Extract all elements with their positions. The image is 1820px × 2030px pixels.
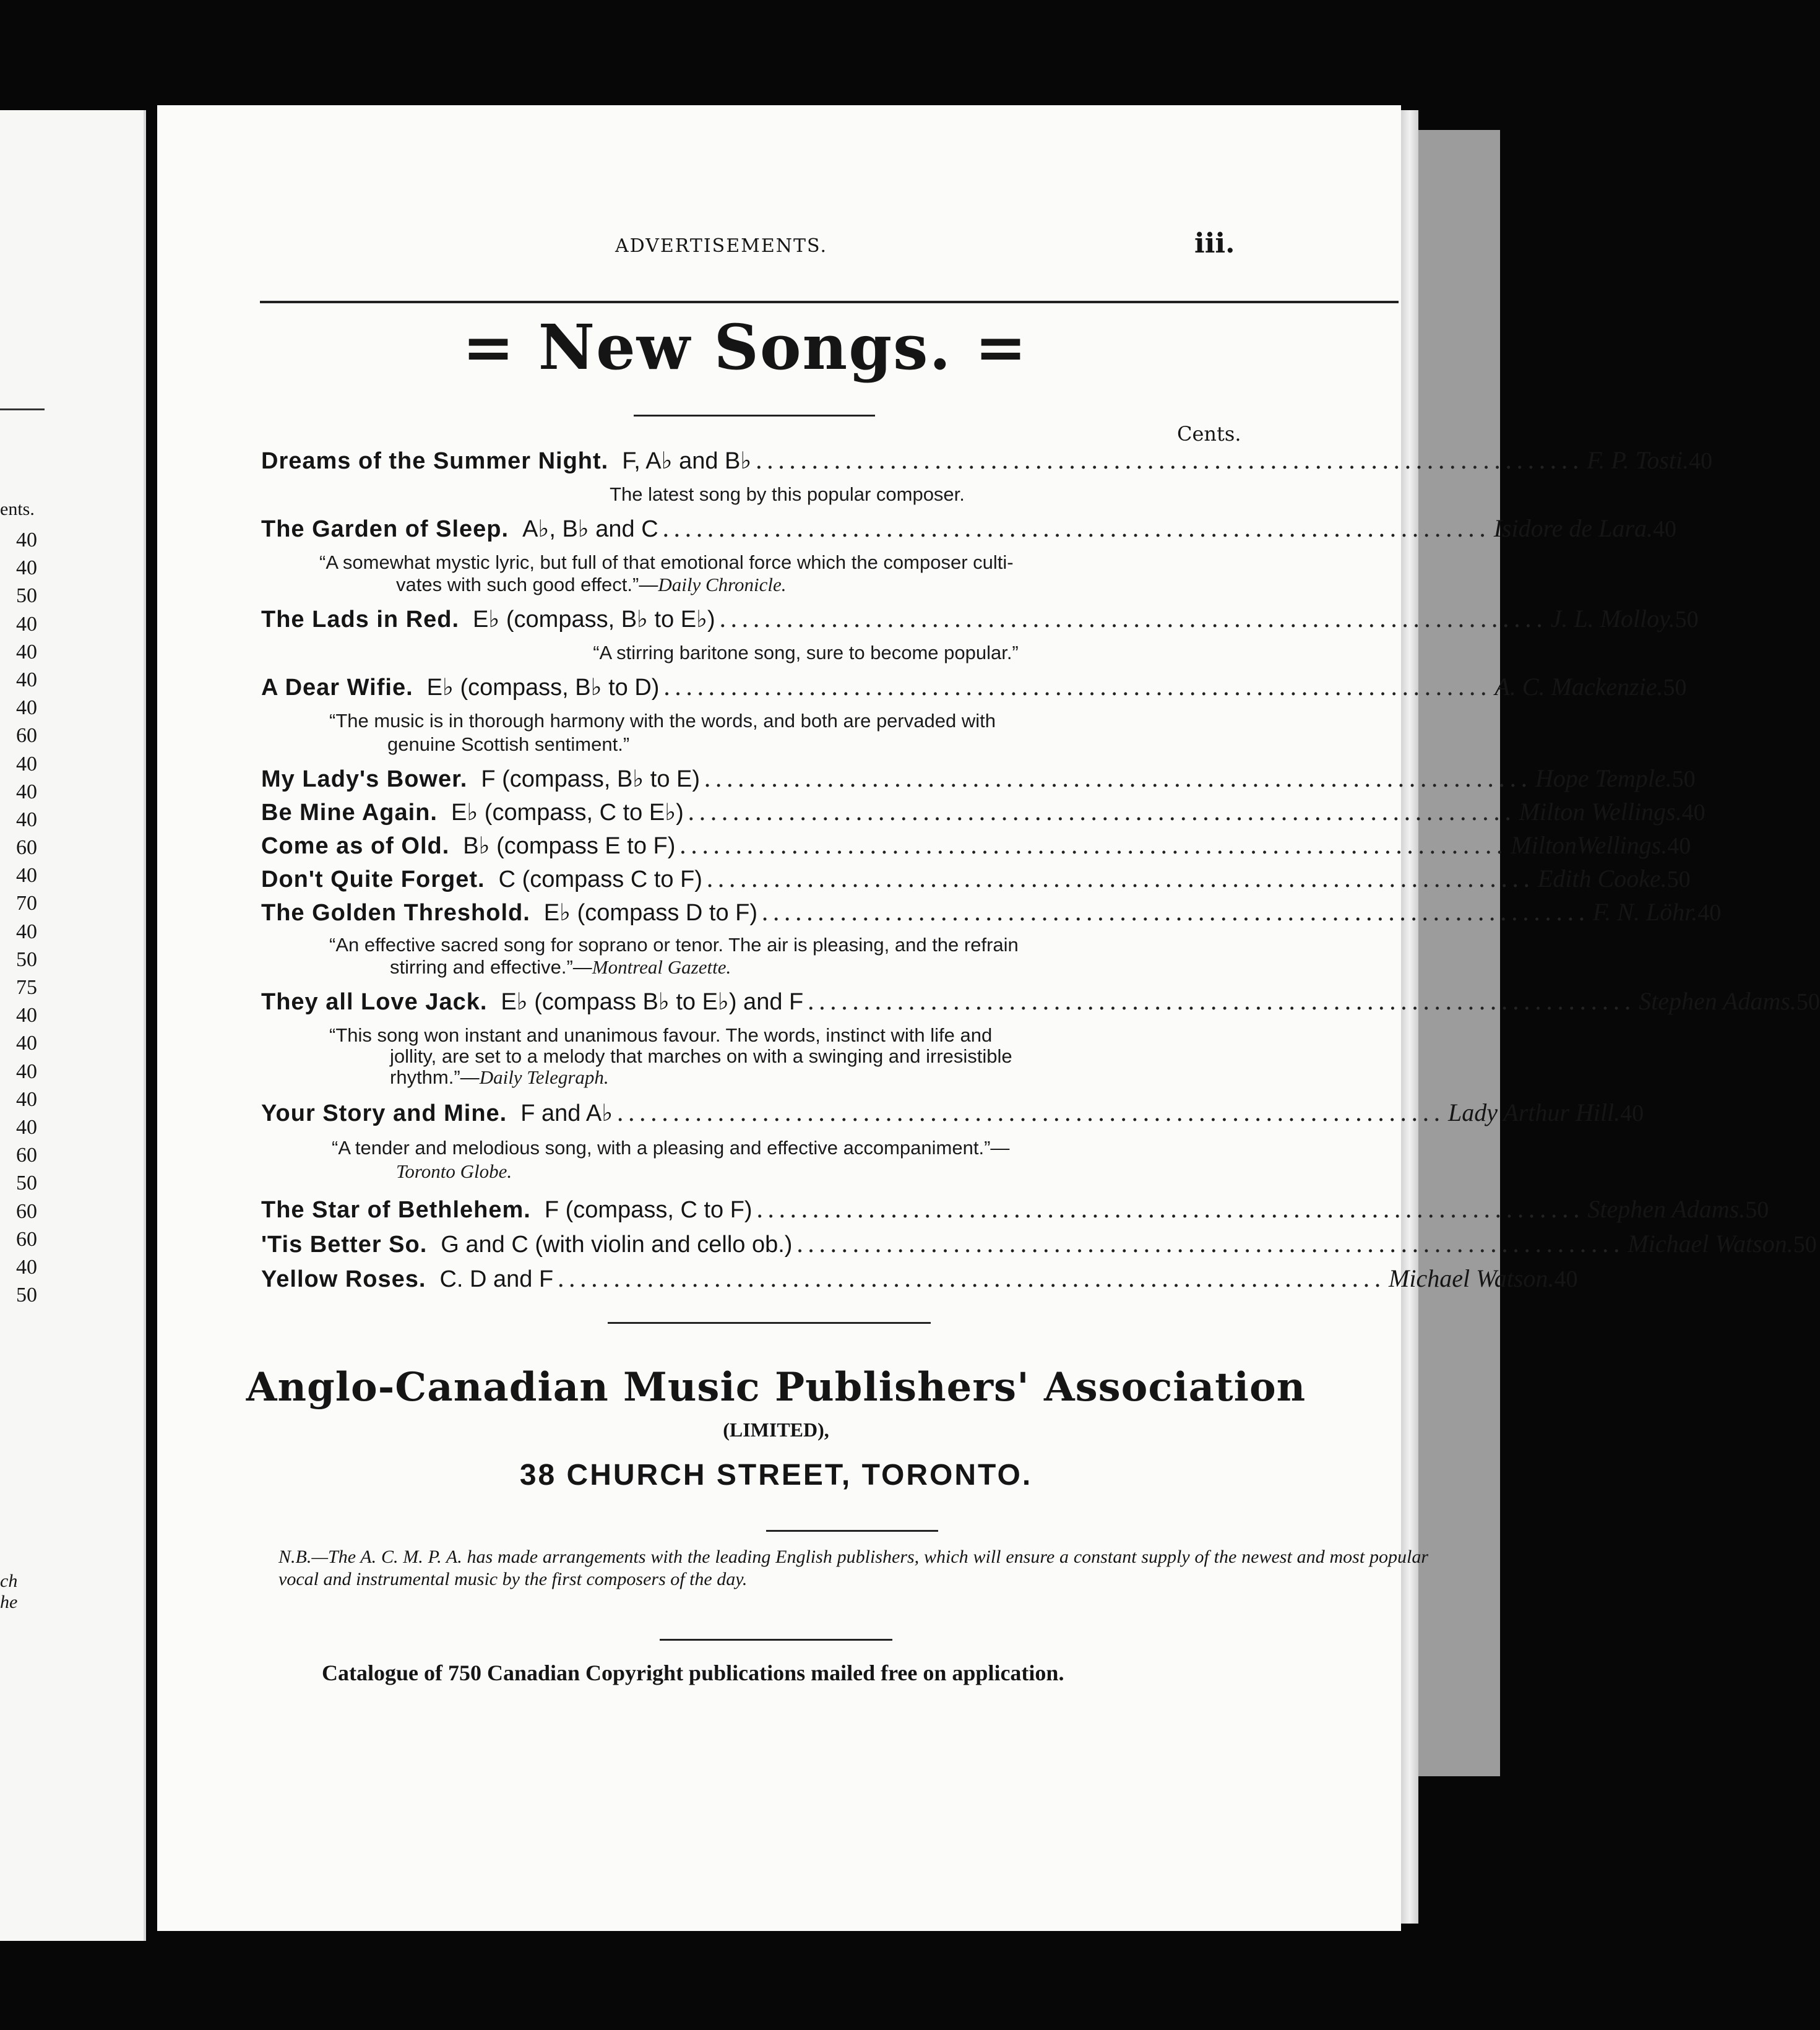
song-keys: C. D and F	[439, 1266, 554, 1292]
left-page-price: 40	[16, 920, 37, 943]
song-composer: A. C. Mackenzie.	[1494, 673, 1663, 701]
song-note-text: stirring and effective.”—	[390, 956, 592, 978]
dot-leader: ..........................................................................	[755, 447, 1584, 474]
publisher-limited: (LIMITED),	[723, 1419, 829, 1441]
dot-leader: ..........................................................................	[704, 765, 1532, 792]
song-keys: E♭ (compass, B♭ to E♭)	[473, 607, 715, 633]
song-price: 40	[1554, 1266, 1578, 1292]
song-composer: Stephen Adams.	[1587, 1195, 1746, 1223]
song-price: 40	[1689, 448, 1713, 474]
left-page-fragment: he	[0, 1592, 18, 1612]
song-keys: E♭ (compass, C to E♭)	[451, 800, 684, 826]
song-note: “A somewhat mystic lyric, but full of that emotional force which the composer culti-	[319, 551, 1014, 573]
song-price: 50	[1793, 1232, 1817, 1258]
song-title: Your Story and Mine.	[261, 1100, 507, 1126]
left-page-price: 40	[16, 1087, 37, 1111]
song-entry	[261, 514, 1676, 543]
song-note	[390, 1066, 609, 1089]
song-keys: C (compass C to F)	[498, 866, 702, 892]
left-page-price: 60	[16, 836, 37, 860]
song-note	[396, 573, 787, 597]
dot-leader: ..........................................................................	[687, 798, 1516, 826]
dot-leader: ..........................................................................	[663, 673, 1491, 701]
song-title: A Dear Wifie.	[261, 675, 413, 701]
section-divider	[660, 1639, 892, 1641]
song-entry	[261, 831, 1691, 860]
left-page-price: 60	[16, 1144, 37, 1167]
song-entry	[261, 764, 1696, 793]
song-keys: F (compass, B♭ to E)	[481, 766, 701, 792]
header-rule	[260, 301, 1399, 303]
dot-leader: ..........................................................................	[679, 832, 1507, 859]
song-title: The Lads in Red.	[261, 607, 460, 633]
dot-leader: ..........................................................................	[705, 865, 1534, 892]
left-page-price: 40	[16, 668, 37, 691]
left-page-price: 40	[16, 1255, 37, 1279]
song-note	[390, 956, 731, 979]
song-keys: G and C (with violin and cello ob.)	[441, 1232, 793, 1258]
song-note: “A tender and melodious song, with a pleasing and effective accompaniment.”—	[332, 1137, 1010, 1159]
dot-leader: ..........................................................................	[718, 605, 1547, 633]
left-page-column-header: ents.	[0, 499, 35, 519]
running-header: ADVERTISEMENTS.	[615, 235, 828, 257]
dot-leader: ..........................................................................	[756, 1196, 1584, 1223]
song-entry	[261, 446, 1713, 475]
left-page-price: 40	[16, 556, 37, 580]
song-price: 40	[1652, 516, 1676, 542]
left-page-price: 50	[16, 584, 37, 608]
song-title: Don't Quite Forget.	[261, 866, 485, 892]
song-keys: E♭ (compass, B♭ to D)	[426, 675, 660, 701]
song-price: 40	[1681, 800, 1706, 826]
dot-leader: ..........................................................................	[616, 1099, 1444, 1126]
section-divider	[608, 1322, 931, 1324]
left-page-price: 75	[16, 976, 37, 999]
dot-leader: ..........................................................................	[796, 1230, 1624, 1258]
left-page-price: 50	[16, 1284, 37, 1307]
song-note: “This song won instant and unanimous favour. The words, instinct with life and	[329, 1024, 993, 1046]
dot-leader: ..........................................................................	[662, 515, 1490, 542]
song-composer: F. N. Löhr.	[1592, 898, 1698, 926]
song-title: 'Tis Better So.	[261, 1232, 428, 1258]
section-divider	[766, 1530, 938, 1532]
left-page-price: 40	[16, 1060, 37, 1083]
song-entry	[261, 604, 1699, 633]
song-note: genuine Scottish sentiment.”	[387, 733, 630, 755]
song-composer: Isidore de Lara.	[1493, 514, 1653, 542]
song-title: Be Mine Again.	[261, 800, 438, 826]
song-composer: Milton Wellings.	[1519, 798, 1682, 826]
song-keys: E♭ (compass B♭ to E♭) and F	[501, 989, 804, 1015]
song-composer: MiltonWellings.	[1511, 831, 1668, 859]
left-page-price: 40	[16, 529, 37, 551]
song-entry	[261, 897, 1722, 926]
left-page-price: 50	[16, 948, 37, 971]
left-page-price: 40	[16, 1004, 37, 1027]
song-price: 50	[1663, 675, 1687, 701]
song-note	[396, 1160, 512, 1183]
left-page-price: 40	[16, 1032, 37, 1055]
song-note-text: rhythm.”—	[390, 1066, 480, 1088]
left-page-price: 50	[16, 1172, 37, 1195]
song-title: They all Love Jack.	[261, 989, 488, 1015]
song-title: Come as of Old.	[261, 833, 450, 859]
song-price: 50	[1796, 989, 1820, 1015]
left-page-price: 40	[16, 808, 37, 831]
song-entry	[261, 1098, 1644, 1127]
song-note-source: Toronto Globe.	[396, 1160, 512, 1182]
song-keys: A♭, B♭ and C	[522, 516, 658, 542]
song-price: 40	[1620, 1100, 1644, 1126]
song-keys: E♭ (compass D to F)	[543, 900, 758, 926]
song-entry	[261, 1264, 1578, 1293]
song-composer: Stephen Adams.	[1639, 987, 1796, 1015]
song-title: Dreams of the Summer Night.	[261, 448, 609, 474]
song-title: The Star of Bethlehem.	[261, 1197, 531, 1223]
song-entry	[261, 797, 1706, 826]
song-note: “A stirring baritone song, sure to become popular.”	[593, 642, 1019, 663]
song-title: The Golden Threshold.	[261, 900, 530, 926]
song-composer: J. L. Molloy.	[1550, 605, 1675, 633]
song-composer: Michael Watson.	[1628, 1230, 1793, 1258]
song-price: 50	[1745, 1197, 1769, 1223]
song-note: “An effective sacred song for soprano or tenor. The air is pleasing, and the refrain	[329, 934, 1019, 956]
song-entry	[261, 864, 1691, 893]
song-keys: B♭ (compass E to F)	[463, 833, 676, 859]
song-note-source: Montreal Gazette.	[592, 956, 731, 978]
left-page-fragment: ch	[0, 1571, 18, 1591]
song-note: jollity, are set to a melody that marches on with a swinging and irresistible	[390, 1045, 1012, 1067]
song-composer: F. P. Tosti.	[1587, 446, 1689, 474]
left-page-price: 40	[16, 780, 37, 803]
song-price: 50	[1671, 766, 1696, 792]
page-number: iii.	[1194, 228, 1235, 259]
dot-leader: ..........................................................................	[807, 988, 1636, 1015]
left-page-price: 40	[16, 1115, 37, 1139]
song-title: The Garden of Sleep.	[261, 516, 509, 542]
left-page-rule	[0, 408, 45, 410]
song-keys: F, A♭ and B♭	[622, 448, 752, 474]
song-title: My Lady's Bower.	[261, 766, 468, 792]
catalogue-notice: Catalogue of 750 Canadian Copyright publications mailed free on application.	[322, 1661, 1064, 1685]
dot-leader: ..........................................................................	[761, 899, 1589, 926]
song-price: 50	[1675, 607, 1699, 633]
left-page-price: 40	[16, 864, 37, 888]
left-page-price: 60	[16, 724, 37, 748]
publisher-name: Anglo-Canadian Music Publishers' Association	[246, 1364, 1306, 1410]
song-title: Yellow Roses.	[261, 1266, 426, 1292]
song-composer: Michael Watson.	[1389, 1264, 1555, 1292]
left-page-price: 40	[16, 612, 37, 636]
left-page-price: 60	[16, 1199, 37, 1223]
song-note-text: vates with such good effect.”—	[396, 574, 658, 595]
song-composer: Edith Cooke.	[1537, 865, 1667, 892]
left-page-price-column	[16, 526, 53, 1309]
song-price: 50	[1667, 866, 1691, 892]
song-entry	[261, 672, 1687, 701]
song-note: “The music is in thorough harmony with the words, and both are pervaded with	[329, 710, 996, 732]
publisher-address: 38 CHURCH STREET, TORONTO.	[519, 1459, 1033, 1492]
song-note: The latest song by this popular composer.	[610, 483, 965, 505]
song-entry	[261, 987, 1820, 1016]
left-page-price: 40	[16, 640, 37, 663]
title-rule	[634, 415, 875, 417]
song-note-source: Daily Telegraph.	[479, 1066, 609, 1088]
advertisement-page	[157, 105, 1820, 1931]
song-entry	[261, 1229, 1817, 1258]
song-price: 40	[1667, 833, 1691, 859]
song-keys: F and A♭	[520, 1100, 613, 1126]
song-composer: Hope Temple.	[1535, 764, 1672, 792]
price-column-header: Cents.	[1177, 422, 1241, 446]
book-cover-edge	[1412, 130, 1500, 1776]
nb-note: N.B.—The A. C. M. P. A. has made arrangements with the leading English publishers, which will ensure a constant supply of the newest and most popular vocal and instrumental music by the first composers of the day.	[278, 1547, 1428, 1589]
left-page-price: 40	[16, 696, 37, 720]
page-title: = New Songs. =	[462, 311, 1028, 384]
left-page-price: 70	[16, 892, 37, 915]
left-page-price: 40	[16, 752, 37, 775]
dot-leader: ..........................................................................	[557, 1265, 1386, 1292]
song-entry	[261, 1194, 1769, 1224]
song-keys: F (compass, C to F)	[544, 1197, 753, 1223]
song-composer: Lady Arthur Hill.	[1447, 1099, 1621, 1126]
song-note-source: Daily Chronicle.	[658, 574, 787, 595]
song-price: 40	[1697, 900, 1722, 926]
left-page-price: 60	[16, 1227, 37, 1251]
